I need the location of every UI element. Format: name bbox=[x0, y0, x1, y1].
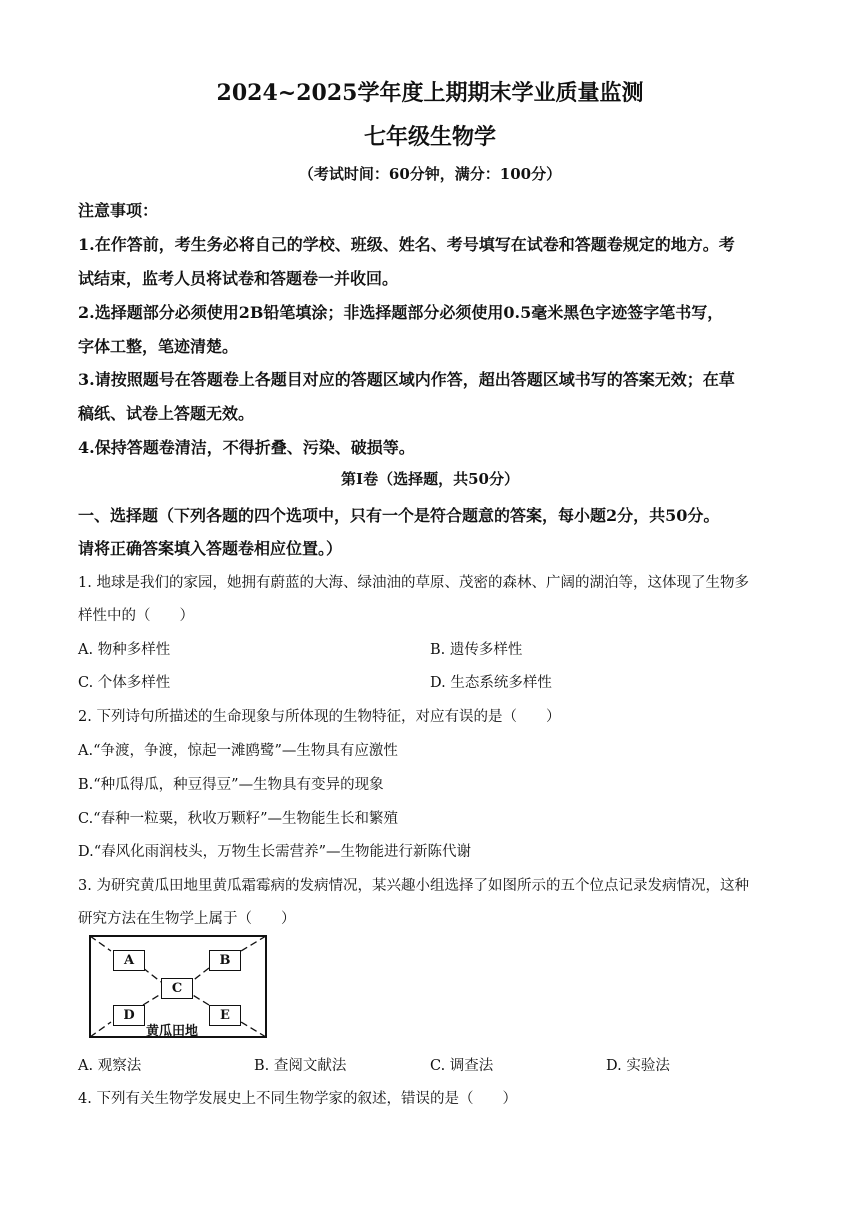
question-1-option-a: A. 物种多样性 bbox=[78, 642, 171, 658]
note-3-line-1: 3.请按照题号在答题卷上各题目对应的答题区域内作答，超出答题区域书写的答案无效；在草 bbox=[78, 370, 735, 389]
question-3-option-c: C. 调查法 bbox=[430, 1058, 494, 1074]
exam-title: 2024~2025学年度上期期末学业质量监测 bbox=[216, 80, 644, 106]
question-4-stem: 4. 下列有关生物学发展史上不同生物学家的叙述，错误的是（ ） bbox=[78, 1091, 517, 1107]
question-3-option-a: A. 观察法 bbox=[78, 1058, 142, 1074]
section-instruction-line-2: 请将正确答案填入答题卷相应位置。） bbox=[78, 539, 343, 558]
note-4: 4.保持答题卷清洁，不得折叠、污染、破损等。 bbox=[78, 438, 415, 457]
question-1-line-2: 样性中的（ ） bbox=[78, 608, 194, 624]
cucumber-field-diagram bbox=[88, 934, 268, 1039]
question-2-stem: 2. 下列诗句所描述的生命现象与所体现的生物特征，对应有误的是（ ） bbox=[78, 709, 561, 725]
question-1-option-d: D. 生态系统多样性 bbox=[430, 675, 552, 691]
site-c: C bbox=[161, 978, 193, 999]
question-1-line-1: 1. 地球是我们的家园，她拥有蔚蓝的大海、绿油油的草原、茂密的森林、广阔的湖泊等，这体现了生物多 bbox=[78, 575, 749, 591]
question-3-line-1: 3. 为研究黄瓜田地里黄瓜霜霉病的发病情况，某兴趣小组选择了如图所示的五个位点记录发病情况，这种 bbox=[78, 878, 749, 894]
section-title: 第Ⅰ卷（选择题，共50分） bbox=[341, 470, 519, 488]
question-3-line-2: 研究方法在生物学上属于（ ） bbox=[78, 911, 296, 927]
question-3-option-b: B. 查阅文献法 bbox=[254, 1058, 347, 1074]
question-2-option-a: A.“争渡，争渡，惊起一滩鸥鹭”—生物具有应激性 bbox=[78, 743, 398, 759]
site-d: D bbox=[113, 1005, 145, 1026]
note-3-line-2: 稿纸、试卷上答题无效。 bbox=[78, 404, 255, 423]
site-a: A bbox=[113, 950, 145, 971]
question-1-option-c: C. 个体多样性 bbox=[78, 675, 171, 691]
question-2-option-d: D.“春风化雨润枝头，万物生长需营养”—生物能进行新陈代谢 bbox=[78, 844, 472, 860]
question-2-option-c: C.“春种一粒粟，秋收万颗籽”—生物能生长和繁殖 bbox=[78, 811, 399, 827]
site-b: B bbox=[209, 950, 241, 971]
exam-info: （考试时间：60分钟，满分：100分） bbox=[298, 165, 562, 183]
note-2-line-2: 字体工整，笔迹清楚。 bbox=[78, 337, 239, 356]
notes-heading: 注意事项： bbox=[78, 201, 159, 220]
section-instruction-line-1: 一、选择题（下列各题的四个选项中，只有一个是符合题意的答案，每小题2分，共50分。 bbox=[78, 506, 720, 525]
site-e: E bbox=[209, 1005, 241, 1026]
note-1-line-1: 1.在作答前，考生务必将自己的学校、班级、姓名、考号填写在试卷和答题卷规定的地方。考 bbox=[78, 235, 735, 254]
field-label: 黄瓜田地 bbox=[146, 1024, 199, 1039]
exam-subject: 七年级生物学 bbox=[363, 124, 496, 150]
note-1-line-2: 试结束，监考人员将试卷和答题卷一并收回。 bbox=[78, 269, 399, 288]
question-2-option-b: B.“种瓜得瓜，种豆得豆”—生物具有变异的现象 bbox=[78, 777, 384, 793]
note-2-line-1: 2.选择题部分必须使用2B铅笔填涂；非选择题部分必须使用0.5毫米黑色字迹签字笔书写， bbox=[78, 303, 724, 322]
question-3-option-d: D. 实验法 bbox=[606, 1058, 670, 1074]
question-1-option-b: B. 遗传多样性 bbox=[430, 642, 523, 658]
